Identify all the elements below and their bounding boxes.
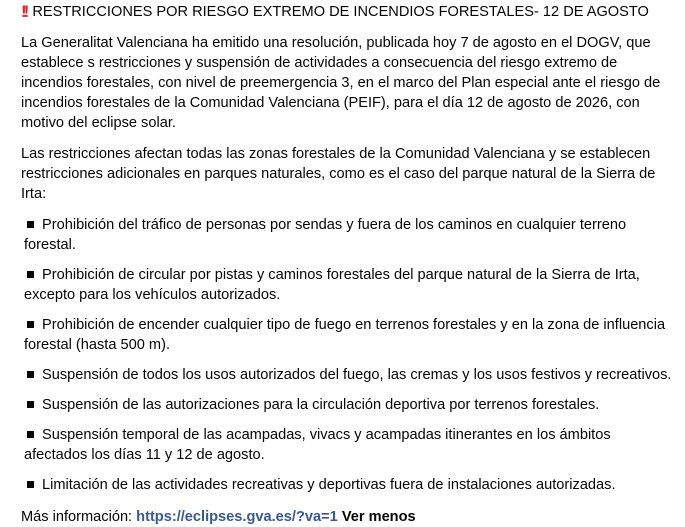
post-paragraph-2: Las restricciones afectan todas las zonas forestales de la Comunidad Valenciana y se establecen restricciones adicionales en parques naturales, como es el caso del parque natural de la Sierra de Irta: bbox=[21, 146, 656, 202]
list-item bbox=[21, 215, 675, 255]
bullet-square-icon bbox=[27, 481, 34, 488]
post-paragraph-1: La Generalitat Valenciana ha emitido una resolución, publicada hoy 7 de agosto en el DOGV, que establece s restricciones y suspensión de actividades a consecuencia del riesgo extremo de incendios forestales, con nivel de preemergencia 3, en el marco del Plan especial ante el riesgo de incendios forestales de la Comunidad Valenciana (PEIF), para el día 12 de agosto de 2026, con motivo del eclipse solar. bbox=[21, 35, 661, 131]
list-item-text: Suspensión de las autorizaciones para la circulación deportiva por terrenos forestales. bbox=[42, 397, 600, 413]
list-item bbox=[21, 365, 675, 385]
list-item-text: Prohibición de circular por pistas y caminos forestales del parque natural de la Sierra de Irta, excepto para los vehículos autorizados. bbox=[24, 267, 640, 303]
list-item bbox=[21, 315, 675, 355]
see-less-button[interactable]: Ver menos bbox=[341, 509, 416, 525]
bullet-square-icon bbox=[27, 431, 34, 438]
list-item-text: Suspensión temporal de las acampadas, vivacs y acampadas itinerantes en los ámbitos afectados los días 11 y 12 de agosto. bbox=[24, 427, 611, 463]
list-item-text: Suspensión de todos los usos autorizados del fuego, las cremas y los usos festivos y recreativos. bbox=[42, 367, 672, 383]
list-item bbox=[21, 265, 675, 305]
double-exclamation-icon: !! bbox=[21, 2, 27, 21]
list-item bbox=[21, 425, 675, 465]
bullet-square-icon bbox=[27, 221, 34, 228]
post-title-line bbox=[21, 2, 675, 22]
post-title: RESTRICCIONES POR RIESGO EXTREMO DE INCENDIOS FORESTALES- 12 DE AGOSTO bbox=[32, 4, 649, 20]
list-item-text: Limitación de las actividades recreativas y deportivas fuera de instalaciones autorizadas. bbox=[42, 477, 616, 493]
bullet-square-icon bbox=[27, 271, 34, 278]
bullet-square-icon bbox=[27, 371, 34, 378]
more-info-link[interactable]: https://eclipses.gva.es/?va=1 bbox=[136, 509, 338, 525]
more-info-label: Más información: bbox=[21, 509, 137, 525]
more-info-line bbox=[21, 507, 675, 527]
list-item-text: Prohibición de encender cualquier tipo de fuego en terrenos forestales y en la zona de influencia forestal (hasta 500 m). bbox=[24, 317, 666, 353]
bullet-square-icon bbox=[27, 321, 34, 328]
list-item-text: Prohibición del tráfico de personas por sendas y fuera de los caminos en cualquier terreno forestal. bbox=[24, 217, 627, 253]
bullet-square-icon bbox=[27, 401, 34, 408]
list-item bbox=[21, 395, 675, 415]
list-item bbox=[21, 475, 675, 495]
